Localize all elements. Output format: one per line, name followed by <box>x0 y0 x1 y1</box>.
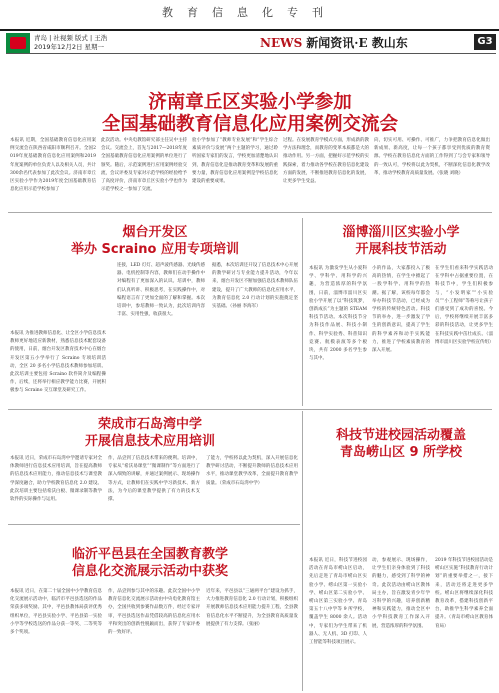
publication-date: 2019年12月2日 星期一 <box>34 43 105 51</box>
main-article-col3: 验小学参加了“教师专业发展”和“学生综合素质评价与发展”两个主题的学习，通过聆听国家专家们的发言，学校更加清楚地认识到，教育信息化是推动教育变革和发展的重要力量，教育信息化应用案例是学校信息化建设的重要成果。 <box>192 138 278 185</box>
publication-info-line1: 青岛 | 社视频 版式 | 王浩 <box>34 34 108 42</box>
zibo-col1: 本报讯 为激发学生从小爱科学、学科学、用科学的兴趣，为营造浓厚的科学氛围，日前，淄博市淄川区实验小学开展了以“科技筑梦，创新成长”为主题的 STEAM 科技节活动。本次科技节分为科技作品展、科技小制作、科学实验秀、科普知识竞赛、航模表演等多个板块，共有 2000 多名学生参与其中。 <box>309 266 367 362</box>
section-title <box>260 34 470 52</box>
zibo-headline-line2: 开展科技节活动 <box>355 242 447 257</box>
pingyi-headline-line1: 临沂平邑县在全国教育教学 <box>71 547 228 562</box>
laoshan-headline <box>310 427 492 461</box>
column-divider <box>302 218 303 406</box>
yantai-col1: 本报讯 为推进教师信息化、让全区小学信息技术教师更好地适应新教材，熟悉信息技术配套设备的使用，日前，烟台开发区教育技术中心在烟台开发区第五小学举行了 Scraino 专项培训活动，全区 20 多名小学信息技术教师参加培训。此次培训主要包括 Scraino 软件简介及编程操作，后续，还将举行相应教学能力比赛，开展积极参与 Scraino 交互课堂及研究工作。 <box>10 331 106 394</box>
main-headline <box>40 92 460 136</box>
zibo-headline <box>310 224 492 258</box>
laoshan-col2: 动，参观展示、现场操作，让学生们亲身体验到了科技的魅力，感受到了科学的神奇。此次活动由崂山区教体局主办，旨在激发青少年学习科学的兴趣，培养创新精神和实践能力，推动全区中小学科技教育工作深入开展，营造浓厚的科学氛围。 <box>372 558 430 629</box>
section-divider <box>8 212 492 213</box>
rongcheng-col2: 作，品尝到了信息技术带来的便利。培训中，专家从“希沃易课堂”“微课制作”等方面进行了深入细致的讲解，并通过案例展示、现场操作等方式，让教师们在实践中学习新技术、新方法，为今后的课堂教学提供了有力的技术支撑。 <box>108 456 200 503</box>
pingyi-col3: 近年来，平邑县以“三通两平台”建设为抓手，大力推进教育信息化 2.0 行动计划，积极组织开展教师信息技术应用能力提升工程，全县教育信息化水平不断提升，为全县教育高质量发展提供了有力支撑。（张丽） <box>206 589 298 627</box>
laoshan-col1: 本报讯 近日，科技节进校园活动在青岛市崂山区启动，先后走进了青岛市崂山区实验小学、崂山区第一实验小学、崂山区第二实验小学、崂山区第三实验小学、青岛第五十八中学等 9 所学校，覆盖学生 8000 余人。活动中，专家们为学生带来了机器人、无人机、3D 打印、人工智能等科技项目展示。 <box>309 558 367 646</box>
main-headline-line2: 全国基础教育信息化应用案例交流会 <box>101 114 398 135</box>
pingyi-col2: 作，品尝到参与其中的乐趣。此次全国中小学教育信息化交流展示活动由中央电化教育馆主办，全国共收到参赛作品数万件，经过专家评审，平邑县选送作品凭借较高的信息化应用水平和突出的创新性脱颖而出，获得了专家评委的一致好评。 <box>108 589 200 636</box>
header-divider <box>0 29 499 31</box>
pingyi-headline-line2: 信息化交流展示活动中获奖 <box>71 564 228 579</box>
main-article-col5: 向，切实可用、可操作、可推广，力争把教育信息化做出新成果、新高度，让每一个孩子都享受到优质的教育资源。学校在教育信息化方面的工作得到了与会专家和领导的一致认可，学校将以此为契机，不断深化信息化教学改革，推动学校教育高质量发展。（张晓 刘晓） <box>374 138 490 176</box>
laoshan-col3: 2019 年科技节进校园活动是崂山区实施“科技教育行动计划”的重要举措之一，接下来，活动还将走进更多学校。崂山区将继续深化科技教育改革，搭建科技创新平台，助推学生科学素养全面提升。（青岛市崂山区教育体育局） <box>435 558 493 629</box>
section-name: 新闻资讯·E 教山东 <box>306 36 408 50</box>
section-divider <box>8 524 300 525</box>
rongcheng-headline-line1: 荣成市石岛湾中学 <box>97 417 202 432</box>
pingyi-col1: 本报讯 近日，在第二十届全国中小学教育信息化交流展示活动中，临沂市平邑县选送的作品荣获多项奖励。其中，平邑县教体局获评优秀组织单位，平邑县实验小学、平邑县第一实验小学等学校选送的作品分获一等奖、二等奖等多个奖项。 <box>10 589 102 636</box>
main-article-col2: 此次活动。中央电教馆研究部主任吴中主持会议。交流会上，首先与2017—2018年度全国基础教育信息化应用案例的单位进行了颁奖。随后，示范案例进行应用案例经验交流，会议评委及专家对示范学校的经验给予了高度评价，济南市章丘区实验小学也作为示范学校之一参加了交流。 <box>101 138 187 193</box>
laoshan-headline-line2: 青岛崂山区 9 所学校 <box>339 445 463 460</box>
section-divider <box>8 409 492 410</box>
yantai-headline-line1: 烟台开发区 <box>122 225 188 240</box>
zibo-col2: 小的作品，大家都投入了极高的热情，在学生中掀起了一股学科学、用科学的热潮。据了解，该校每年都会举办科技节活动，已经成为学校的传统特色活动。科技节的举办，进一步激发了学生的创新意识，提高了学生的科学素养和动手实践能力，推进了学校素质教育的深入开展。 <box>372 266 430 354</box>
header-slogan: 教育信息化专刊 <box>162 6 337 19</box>
rongcheng-col3: 了能力，学校将以此为契机，深入开展信息化教学研讨活动，不断提升教师的信息技术应用水平，推动课堂教学改革，全面提升教育教学质量。（荣成市石岛湾中学） <box>206 456 298 486</box>
yantai-headline-line2: 举办 Scraino 应用专项培训 <box>71 242 239 257</box>
rongcheng-col1: 本报讯 近日，荣成市石岛湾中学邀请专家对全体教师进行信息技术应用培训，旨在提高教师的信息技术应用能力，推动信息技术与课堂教学深度融合，助力学校教育信息化 2.0 建设。此次培训主要包括希沃白板、微课录制等教学软件的实际操作与运用。 <box>10 456 102 503</box>
yantai-col3: 据悉，本次培训还开设了信息技术中心开展的教学研讨与专业能力提升活动，今年以来，烟台开发区不断加强信息技术教师队伍建设，提升了广大教师的信息化应用水平，为教育信息化 2.0 行动计划的实施奠定坚实基础。（孙丽 李海军） <box>212 263 298 310</box>
main-article-col4: 过程。在发展教育学模式方面，形成新的教学方法和理念，而教育的变革本质都是大的推动作用。另一方面，把握好示范学校的实践探索，着力推动各学校在教育信息化建设方面的发展，不断推进教育信息化的发展，让更多学生受益。 <box>283 138 369 185</box>
masthead-divider <box>6 53 496 54</box>
news-label: NEWS <box>260 36 303 50</box>
column-divider <box>302 411 303 691</box>
yantai-headline <box>70 224 240 258</box>
zibo-col3: 在学生们看来科学实践活动在学科中占据重要位置，在科技节中，学生们积极参与，“小发明家”“小实验员”“小工程师”等称号让孩子们感受到了成功的喜悦。今后，学校将继续开展丰富多彩的科技活动，让更多学生在科技实践中茁壮成长。（淄博市淄川区实验学校宣传组） <box>435 266 493 345</box>
main-headline-line1: 济南章丘区实验小学参加 <box>148 92 352 113</box>
rongcheng-headline-line2: 开展信息技术应用培训 <box>84 434 215 449</box>
zibo-headline-line1: 淄博淄川区实验小学 <box>342 225 460 240</box>
rongcheng-headline <box>40 416 260 450</box>
yantai-col2: 连接，LED 灯灯、超声波传感器、光线传感器、电机控制等内容，教师们在动手操作中对编程有了更加深入的认识。培训中，教师们认真听讲、积极思考，在实践操作中，对编程语言有了更加全面的了解和掌握。本次培训中，参培教师一致认为，此次培训内容丰富、实用性强，收获很大。 <box>117 263 205 318</box>
laoshan-headline-line1: 科技节进校园活动覆盖 <box>335 428 466 443</box>
page-number-badge: G3 <box>474 34 496 50</box>
main-article-col1: 本报讯 近期，全国基础教育信息化应用案例交流会在陕西省咸阳市顺利召开。全国2019年度基础教育信息化应用案例和2019年度案例的单位负责人以及相关人员，共计300余名代表参加了此次会议。济南市章丘区实验小学作为2019年度全国基础教育信息化应用示范学校参加了 <box>10 138 96 193</box>
pingyi-headline <box>20 546 280 580</box>
newspaper-logo-icon <box>6 33 30 53</box>
